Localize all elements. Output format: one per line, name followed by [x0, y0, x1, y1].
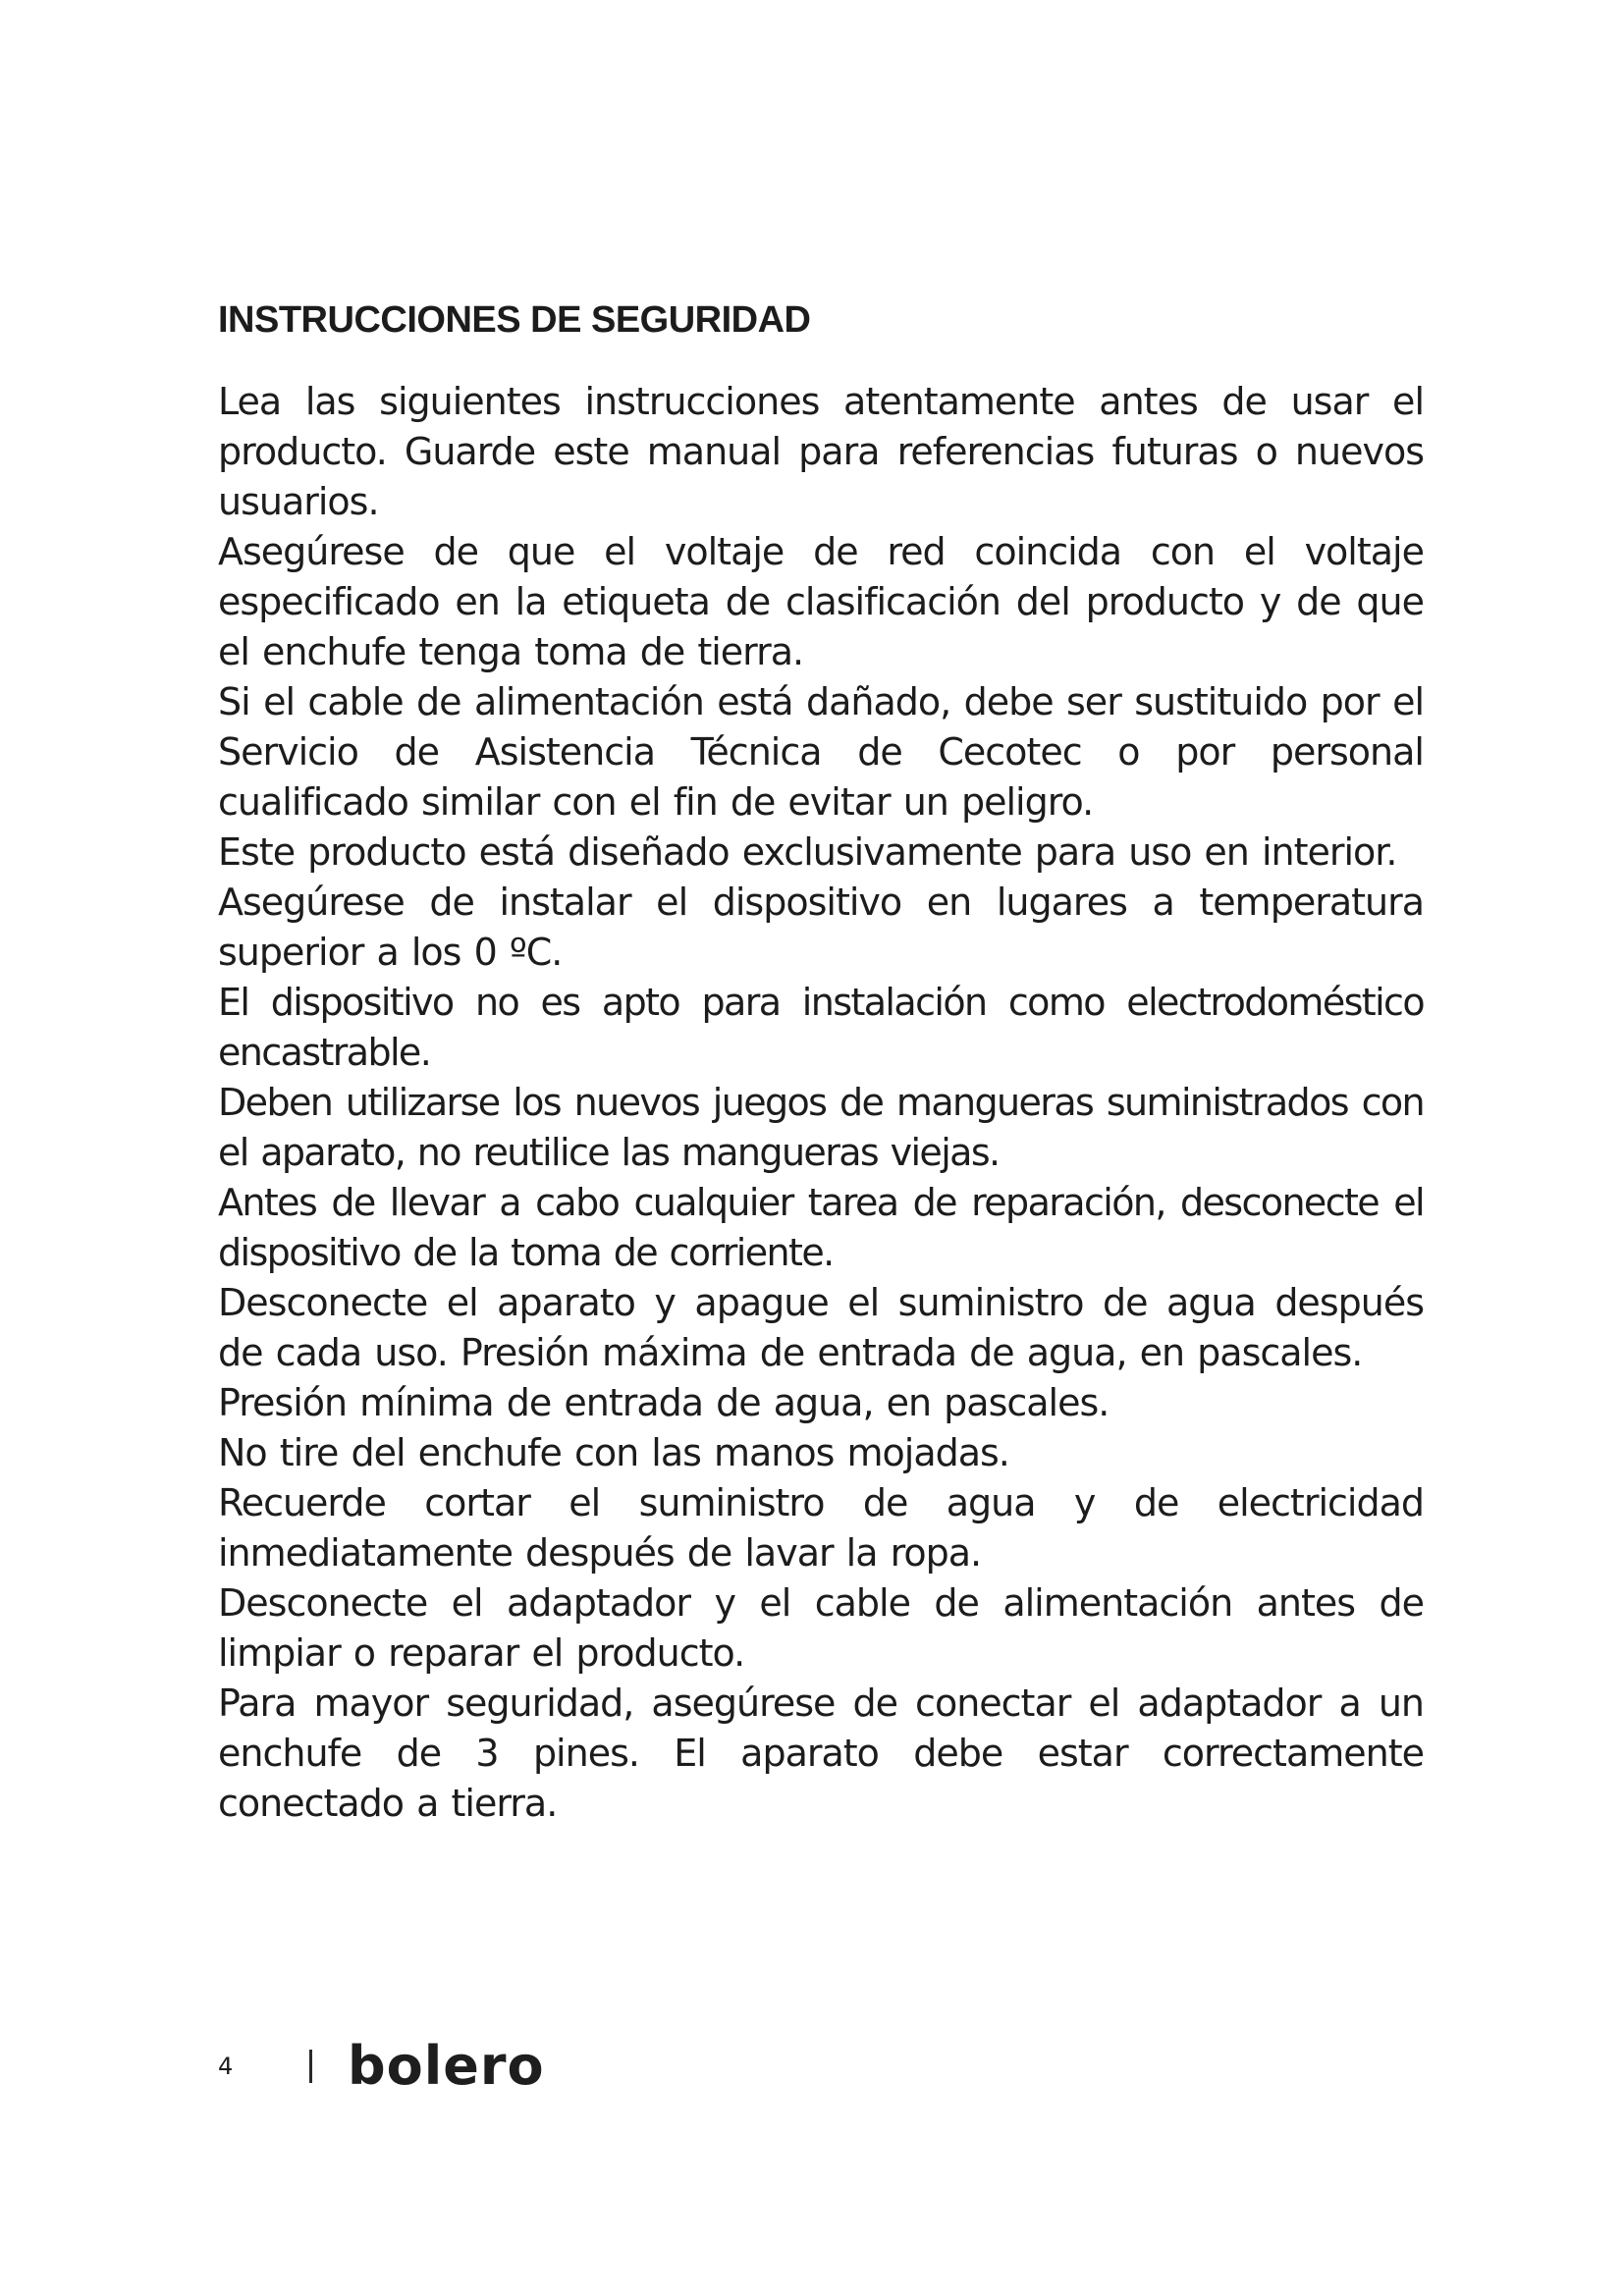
safety-section	[218, 291, 1424, 1829]
footer-divider	[309, 2050, 312, 2083]
paragraph-temperature: Asegúrese de instalar el dispositivo en lugares a temperatura superior a los 0 ºC.	[218, 881, 1424, 974]
paragraph-repair: Antes de llevar a cabo cualquier tarea de reparación, desconecte el dispositivo de la toma de corriente.	[218, 1181, 1424, 1274]
page-footer	[218, 2032, 545, 2101]
section-title: INSTRUCCIONES DE SEGURIDAD	[218, 299, 811, 341]
paragraph-grounding: Para mayor seguridad, asegúrese de conectar el adaptador a un enchufe de 3 pines. El aparato debe estar correctamente conectado a tierra.	[218, 1682, 1424, 1825]
paragraph-max-pressure: Desconecte el aparato y apague el suministro de agua después de cada uso. Presión máxima de entrada de agua, en pascales.	[218, 1281, 1424, 1374]
paragraph-min-pressure: Presión mínima de entrada de agua, en pascales.	[218, 1381, 1110, 1424]
brand-logo: bolero	[348, 2035, 545, 2097]
paragraph-wet-hands: No tire del enchufe con las manos mojadas.	[218, 1431, 1009, 1474]
paragraph-power-cable: Si el cable de alimentación está dañado, debe ser sustituido por el Servicio de Asistencia Técnica de Cecotec o por personal cualificado similar con el fin de evitar un peligro.	[218, 680, 1424, 824]
paragraph-voltage: Asegúrese de que el voltaje de red coincida con el voltaje especificado en la etiqueta de clasificación del producto y de que el enchufe tenga toma de tierra.	[218, 530, 1424, 673]
paragraph-read-instructions: Lea las siguientes instrucciones atentamente antes de usar el producto. Guarde este manual para referencias futuras o nuevos usuarios.	[218, 380, 1424, 523]
paragraph-built-in: El dispositivo no es apto para instalación como electrodoméstico encastrable.	[218, 981, 1424, 1074]
paragraph-hoses: Deben utilizarse los nuevos juegos de mangueras suministrados con el aparato, no reutilice las mangueras viejas.	[218, 1081, 1424, 1174]
paragraph-disconnect-adapter: Desconecte el adaptador y el cable de alimentación antes de limpiar o reparar el producto.	[218, 1581, 1424, 1675]
paragraph-indoor-use: Este producto está diseñado exclusivamente para uso en interior.	[218, 830, 1397, 874]
paragraph-cut-supply: Recuerde cortar el suministro de agua y de electricidad inmediatamente después de lavar la ropa.	[218, 1481, 1424, 1575]
page-number: 4	[218, 2053, 234, 2080]
